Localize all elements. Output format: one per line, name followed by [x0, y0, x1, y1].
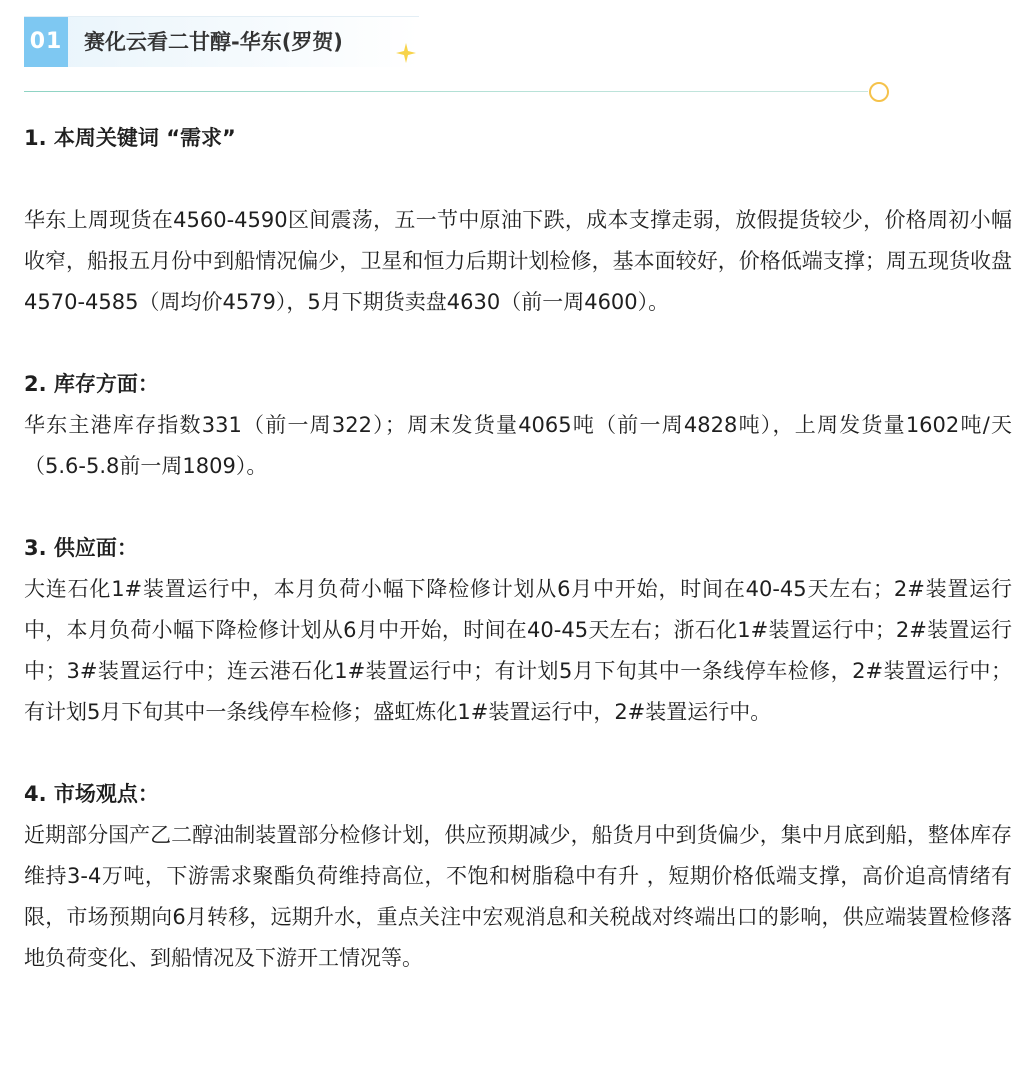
section-divider: [24, 91, 868, 92]
inventory-heading: 2. 库存方面：: [24, 372, 159, 396]
section-title: 赛化云看二甘醇-华东(罗贺): [84, 30, 343, 54]
inventory-paragraph: 华东主港库存指数331（前一周322）；周末发货量4065吨（前一周4828吨），上周发货量1602吨/天（5.6-5.8前一周1809）。: [24, 413, 1012, 478]
keyword-paragraph: 华东上周现货在4560-4590区间震荡，五一节中原油下跌，成本支撑走弱，放假提货较少，价格周初小幅收窄，船报五月份中到船情况偏少，卫星和恒力后期计划检修，基本面较好，价格低端支撑；周五现货收盘4570-4585（周均价4579），5月下期货卖盘4630（前一周4600）。: [24, 208, 1012, 314]
keyword-heading: 1. 本周关键词 “需求”: [24, 126, 236, 150]
article-body: [24, 118, 1012, 979]
section-number-badge: 01: [24, 17, 68, 67]
section-header: [24, 16, 419, 67]
sparkle-icon: [396, 43, 416, 63]
circle-icon: [869, 82, 889, 102]
market-paragraph: 近期部分国产乙二醇油制装置部分检修计划，供应预期减少，船货月中到货偏少，集中月底到船，整体库存维持3-4万吨，下游需求聚酯负荷维持高位，不饱和树脂稳中有升 ，短期价格低端支撑，高价追高情绪有限，市场预期向6月转移，远期升水，重点关注中宏观消息和关税战对终端出口的影响，供应端装置检修落地负荷变化、到船情况及下游开工情况等。: [24, 823, 1012, 970]
market-heading: 4. 市场观点：: [24, 782, 159, 806]
supply-heading: 3. 供应面：: [24, 536, 138, 560]
supply-paragraph: 大连石化1#装置运行中，本月负荷小幅下降检修计划从6月中开始，时间在40-45天左右；2#装置运行中，本月负荷小幅下降检修计划从6月中开始，时间在40-45天左右；浙石化1#装置运行中；2#装置运行中；3#装置运行中；连云港石化1#装置运行中；有计划5月下旬其中一条线停车检修，2#装置运行中；有计划5月下旬其中一条线停车检修；盛虹炼化1#装置运行中，2#装置运行中。: [24, 577, 1012, 724]
